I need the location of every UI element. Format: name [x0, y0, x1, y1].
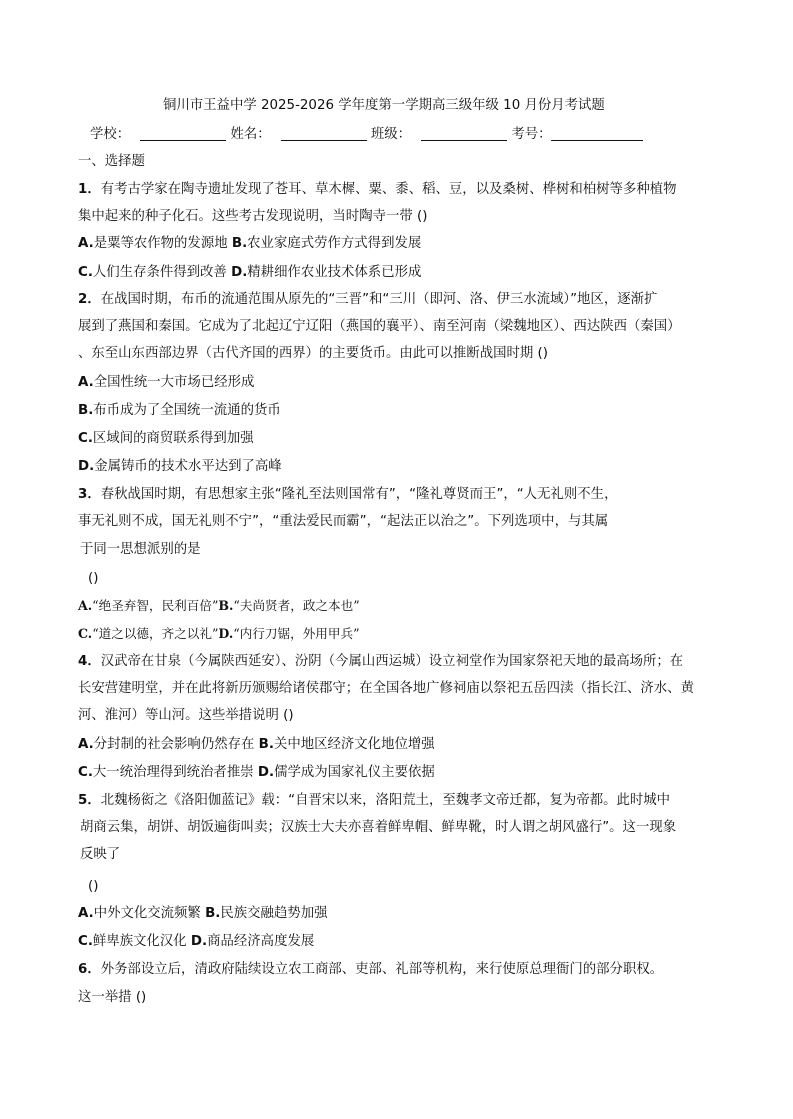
question-4-options-cd: [78, 764, 435, 782]
exam-title: 铜川市王益中学 2025-2026 学年度第一学期高三级年级 10 月份月考试题: [163, 98, 605, 113]
option-b-letter: B.: [231, 236, 248, 251]
class-label: 班级：: [370, 127, 412, 142]
question-4-line-1: [78, 653, 683, 671]
school-blank[interactable]: [140, 126, 226, 141]
option-b-text[interactable]: “夫尚贤者，政之本也”: [233, 598, 360, 613]
question-text: 有考古学家在陶寺遗址发现了苍耳、草木樨、粟、黍、稻、豆，以及桑树、桦树和柏树等多种植物: [100, 182, 677, 197]
question-text: 北魏杨衒之《洛阳伽蓝记》载：“自晋宋以来，洛阳荒土，至魏孝文帝迁都，复为帝都。此时城中: [100, 793, 671, 808]
question-3-options-cd: [78, 625, 360, 643]
option-c-letter: C.: [78, 431, 93, 446]
question-2-option-a: [78, 374, 254, 392]
question-3-options-ab: [78, 597, 360, 615]
option-d-text[interactable]: 儒学成为国家礼仪主要依据: [274, 765, 435, 780]
option-c-letter: C.: [78, 765, 93, 780]
option-d-text[interactable]: “内行刀锯，外用甲兵”: [233, 626, 360, 641]
question-text: 汉武帝在甘泉（今属陕西延安）、汾阴（今属山西运城）设立祠堂作为国家祭祀天地的最高场所；在: [100, 654, 684, 669]
option-a-letter: A.: [78, 906, 94, 921]
option-b-text[interactable]: 关中地区经济文化地位增强: [273, 737, 435, 752]
option-b-letter: B.: [78, 403, 94, 418]
question-1-options-ab: [78, 235, 421, 253]
option-c-letter: C.: [78, 265, 93, 280]
option-b-letter: B.: [205, 906, 221, 921]
option-a-letter: A.: [78, 598, 93, 613]
option-c-letter: C.: [78, 626, 93, 641]
question-1-line-2: 集中起来的种子化石。这些考古发现说明，当时陶寺一带 (): [78, 209, 428, 224]
option-c-text[interactable]: “道之以德，齐之以礼”: [92, 626, 219, 641]
class-blank[interactable]: [421, 126, 507, 141]
question-number: 5．: [78, 793, 101, 808]
question-2-option-b: [78, 402, 281, 420]
option-b-text[interactable]: 民族交融趋势加强: [220, 906, 328, 921]
question-number: 4．: [78, 654, 101, 669]
option-a-text[interactable]: 分封制的社会影响仍然存在: [93, 737, 259, 752]
question-5-line-2: 胡商云集，胡饼、胡饭遍街叫卖；汉族士大夫亦喜着鲜卑帽、鲜卑靴，时人谓之胡风盛行”。这一现象: [80, 820, 677, 835]
question-2-option-d: [78, 458, 282, 476]
option-d-text[interactable]: 精耕细作农业技术体系已形成: [247, 265, 422, 280]
name-label: 姓名：: [230, 127, 271, 142]
question-2-option-c: [78, 430, 254, 448]
question-4-line-3: 河、淮河）等山河。这些举措说明 (): [78, 708, 294, 723]
option-d-text[interactable]: 金属铸币的技术水平达到了高峰: [94, 459, 282, 474]
question-5-line-1: [78, 792, 670, 810]
question-6-line-2: 这一举措 (): [78, 990, 147, 1005]
question-number: 2．: [78, 292, 101, 307]
option-d-letter: D.: [231, 265, 248, 280]
question-text: 外务部设立后，清政府陆续设立农工商部、吏部、礼部等机构，来行使原总理衙门的部分职权。: [100, 962, 664, 977]
option-a-text[interactable]: “绝圣弃智，民利百倍”: [92, 598, 219, 613]
question-6-line-1: [78, 961, 663, 979]
name-blank[interactable]: [281, 126, 367, 141]
option-a-text[interactable]: 是粟等农作物的发源地: [93, 236, 232, 251]
question-3-line-3: 于同一思想派别的是: [80, 542, 201, 557]
question-number: 1．: [78, 182, 101, 197]
option-a-text[interactable]: 全国性统一大市场已经形成: [93, 375, 255, 390]
option-d-text[interactable]: 商品经济高度发展: [207, 934, 315, 949]
option-d-letter: D.: [257, 765, 275, 780]
question-number: 6．: [78, 962, 101, 977]
option-c-text[interactable]: 区域间的商贸联系得到加强: [92, 431, 254, 446]
question-1-options-cd: [78, 264, 421, 282]
question-3-line-1: [78, 486, 617, 504]
question-number: 3．: [78, 487, 101, 502]
student-info-row: [90, 126, 643, 144]
option-c-text[interactable]: 大一统治理得到统治者推崇: [92, 765, 258, 780]
exam-number-blank[interactable]: [551, 126, 643, 141]
option-b-text[interactable]: 农业家庭式劳作方式得到发展: [247, 236, 422, 251]
option-b-text[interactable]: 布币成为了全国统一流通的货币: [93, 403, 281, 418]
section-heading: 一、选择题: [78, 154, 145, 169]
question-2-line-1: [78, 291, 657, 309]
exam-number-label: 考号：: [511, 127, 552, 142]
question-text: 春秋战国时期，有思想家主张“隆礼至法则国常有”，“隆礼尊贤而王”，“人无礼则不生，: [100, 487, 618, 502]
question-4-line-2: 长安营建明堂，并在此将新历颁赐给诸侯郡守；在全国各地广修祠庙以祭祀五岳四渎（指长江、济水、黄: [78, 681, 694, 696]
option-c-text[interactable]: 人们生存条件得到改善: [92, 265, 232, 280]
question-2-line-3: 、东至山东西部边界（古代齐国的西界）的主要货币。由此可以推断战国时期 (): [78, 346, 548, 361]
question-5-line-3: 反映了: [80, 847, 121, 862]
option-a-letter: A.: [78, 737, 94, 752]
option-d-letter: D.: [218, 626, 234, 641]
option-b-letter: B.: [218, 598, 234, 613]
option-d-letter: D.: [78, 459, 95, 474]
question-5-options-ab: [78, 905, 328, 923]
question-1-line-1: [78, 181, 677, 199]
question-5-answer-bracket: (): [88, 879, 99, 894]
option-c-letter: C.: [78, 934, 93, 949]
question-4-options-ab: [78, 736, 435, 754]
question-5-options-cd: [78, 933, 314, 951]
question-3-answer-bracket: (): [88, 571, 99, 586]
question-2-line-2: 展到了燕国和秦国。它成为了北起辽宁辽阳（燕国的襄平）、南至河南（梁魏地区）、西达陕西（秦国）: [78, 319, 681, 334]
option-c-text[interactable]: 鲜卑族文化汉化: [92, 934, 191, 949]
question-3-line-2: 事无礼则不成，国无礼则不宁”，“重法爱民而霸”，“起法正以治之”。下列选项中，与其属: [78, 514, 609, 529]
option-a-letter: A.: [78, 236, 94, 251]
option-d-letter: D.: [190, 934, 208, 949]
school-label: 学校：: [90, 127, 131, 142]
option-a-letter: A.: [78, 375, 94, 390]
option-a-text[interactable]: 中外文化交流频繁: [93, 906, 206, 921]
question-text: 在战国时期，布币的流通范围从原先的“三晋”和“三川（即河、洛、伊三水流域）”地区，逐渐扩: [100, 292, 658, 307]
option-b-letter: B.: [258, 737, 274, 752]
